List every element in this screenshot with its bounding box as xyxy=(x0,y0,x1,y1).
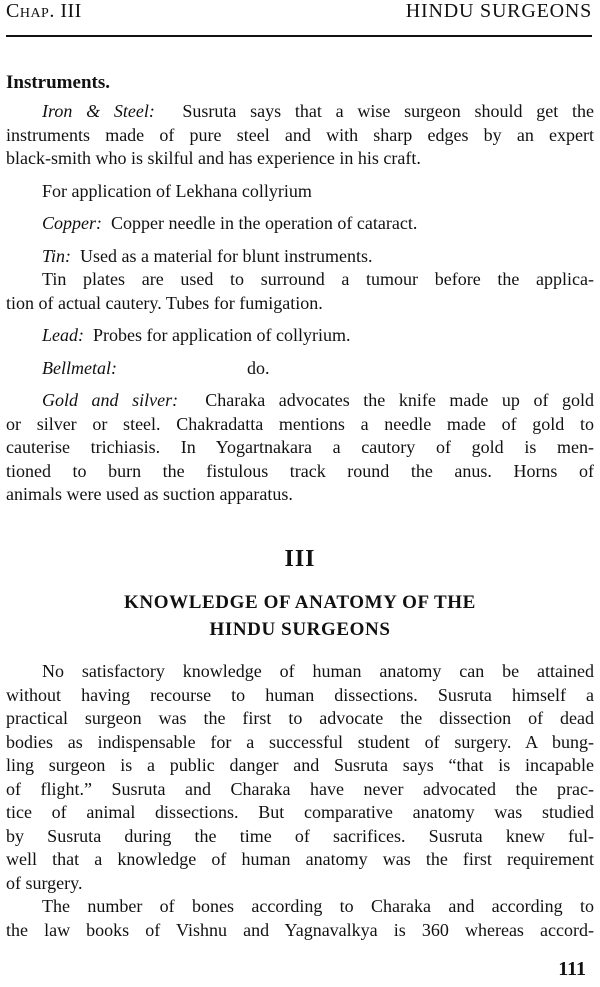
running-head xyxy=(6,0,592,26)
gold-silver-line-2: or silver or steel. Chakradatta mentions a needle made of gold to xyxy=(6,413,594,434)
paragraph-line: ling surgeon is a public danger and Susruta says “that is incapable xyxy=(6,755,594,775)
tin-line: Tin: Used as a material for blunt instruments. xyxy=(42,245,373,266)
iron-steel-line-2: instruments made of pure steel and with sharp edges by an expert xyxy=(6,124,594,145)
iron-steel-line-3: black-smith who is skilful and has experience in his craft. xyxy=(6,148,421,168)
lekhana-line: For application of Lekhana collyrium xyxy=(42,180,312,201)
paragraph-line: bodies as indispensable for a successful student of surgery. A bung- xyxy=(6,731,594,752)
gold-silver-line-5: animals were used as suction apparatus. xyxy=(6,484,293,504)
gold-silver-line-3: cauterise trichiasis. In Yogartnakara a cautory of gold is men- xyxy=(6,437,594,457)
iron-steel-label: Iron & Steel: xyxy=(42,101,155,121)
section-numeral: III xyxy=(284,546,316,572)
paragraph-line: No satisfactory knowledge of human anatomy can be attained xyxy=(42,661,594,681)
paragraph-line: practical surgeon was the first to advocate the dissection of dead xyxy=(6,708,594,728)
section-title-line-2: HINDU SURGEONS xyxy=(209,619,391,640)
paragraph-line: without having recourse to human dissections. Susruta himself a xyxy=(6,684,594,705)
tin-plates-line-2: tion of actual cautery. Tubes for fumigation. xyxy=(6,292,323,313)
lead-label: Lead: xyxy=(42,325,84,345)
gold-silver-line-1: Gold and silver: Charaka advocates the knife made up of gold xyxy=(42,390,595,410)
instruments-heading: Instruments. xyxy=(6,72,110,93)
paragraph-line: The number of bones according to Charaka and according to xyxy=(42,896,594,916)
tin-label: Tin: xyxy=(42,245,72,266)
paragraph-line: well that a knowledge of human anatomy was the first requirement xyxy=(6,849,594,869)
copper-line: Copper: Copper needle in the operation of cataract. xyxy=(42,213,418,233)
running-title: HINDU SURGEONS xyxy=(405,0,592,22)
paragraph-line: of flight.” Susruta and Charaka have never advocated the prac- xyxy=(6,778,594,799)
lead-line: Lead: Probes for application of collyrium. xyxy=(42,325,351,345)
copper-label: Copper: xyxy=(42,213,102,233)
tin-plates-line-1: Tin plates are used to surround a tumour before the applica- xyxy=(42,269,594,289)
header-rule xyxy=(6,35,592,37)
chapter-label: Chap. III xyxy=(6,0,82,22)
section-title-line-1: KNOWLEDGE OF ANATOMY OF THE xyxy=(124,592,476,613)
anatomy-body xyxy=(6,660,594,942)
paragraph-line: by Susruta during the time of sacrifices. Susruta knew ful- xyxy=(6,825,594,846)
ditto-mark: do. xyxy=(246,357,270,378)
page-number: 111 xyxy=(558,958,586,980)
paragraph-line: the law books of Vishnu and Yagnavalkya is 360 whereas accord- xyxy=(6,919,594,940)
paragraph-line: tice of animal dissections. But comparative anatomy was studied xyxy=(6,802,594,822)
iron-steel-line-1: Iron & Steel: Susruta says that a wise surgeon should get the xyxy=(42,101,595,121)
gold-silver-line-4: tioned to burn the fistulous track round the anus. Horns of xyxy=(6,460,594,481)
bellmetal-label: Bellmetal: xyxy=(42,357,117,378)
instruments-body xyxy=(6,100,594,507)
gold-silver-label: Gold and silver: xyxy=(42,390,179,410)
paragraph-line: of surgery. xyxy=(6,872,83,893)
bellmetal-line xyxy=(6,357,594,381)
